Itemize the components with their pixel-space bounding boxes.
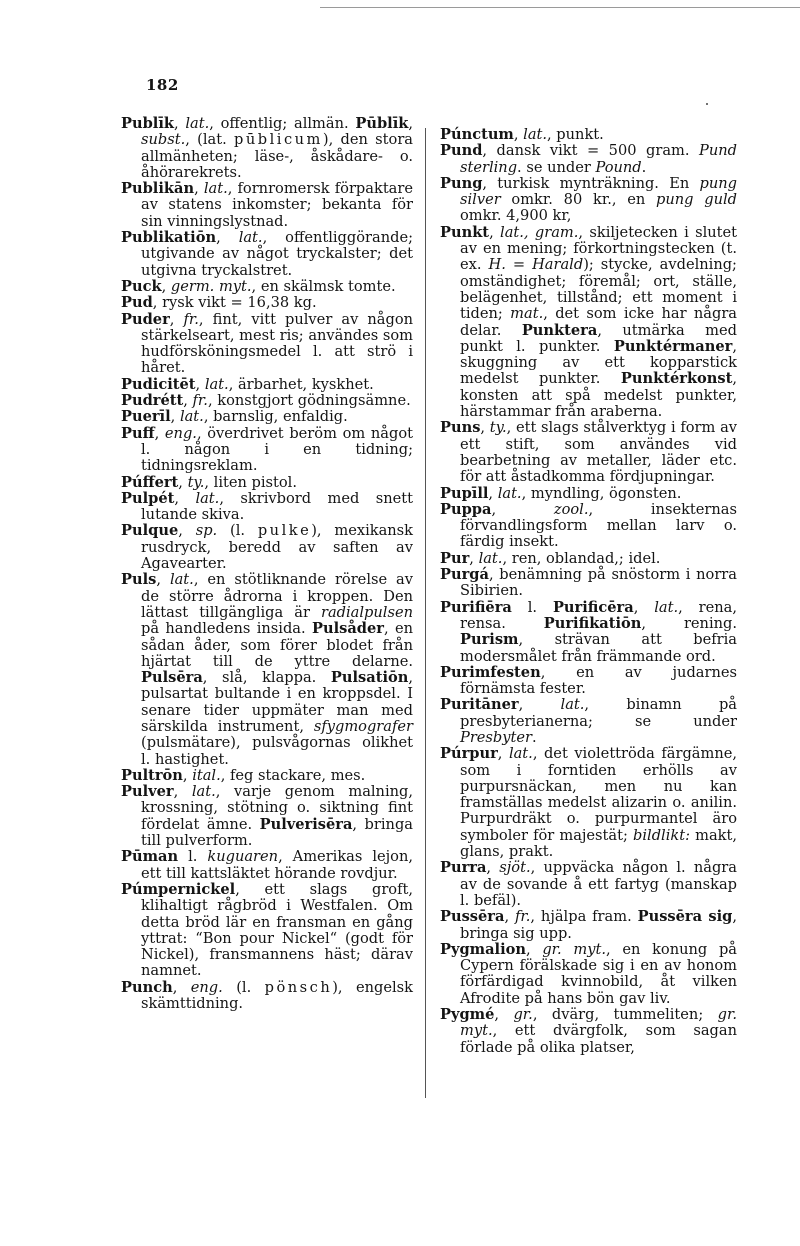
entry-text: , (526, 940, 543, 958)
dictionary-entry-pulpet (121, 491, 413, 524)
dictionary-entry-puder (121, 312, 413, 377)
entry-italic-text: H. = Harald (488, 256, 584, 274)
column-divider (425, 128, 426, 1098)
entry-italic-text: sfygmografer (313, 717, 413, 735)
entry-text: , dansk vikt = 500 gram. (482, 142, 700, 160)
entry-italic-text: Presbyter (460, 728, 532, 746)
entry-text: , en konung på Cypern förälskade sig i en av honom förfärdigad kvinnobild, åt vilken Afrodite på hans bön gav liv. (460, 940, 737, 1007)
entry-headword: Pygmé (440, 1006, 495, 1024)
entry-text: , (183, 392, 193, 410)
entry-italic-text: mat. (510, 305, 544, 323)
entry-italic-text: lat. (497, 484, 522, 502)
dictionary-entry-puman (121, 849, 413, 882)
entry-headword: Publīk (121, 115, 174, 132)
entry-headword: Puck (121, 277, 162, 295)
entry-headword: Puff (121, 424, 155, 442)
entry-text: , det som icke har några delar. (460, 305, 738, 339)
entry-text: , det violettröda färgämne, som i forntiden erhölls av purpursnäckan, men nu kan framställas medelst alizarin o. anilin. Purpurdräkt o. purpurmantel äro symboler för majestät; (460, 745, 737, 844)
entry-text: , bringa sig upp. (460, 908, 737, 942)
entry-headword: Puder (121, 310, 170, 328)
entry-text: , Amerikas lejon, ett till kattsläktet hörande rovdjur. (141, 848, 413, 882)
entry-italic-text: bildlikt: (633, 826, 690, 844)
entry-italic-text: kuguaren (207, 848, 279, 866)
entry-headword: Pulque (121, 522, 179, 540)
entry-headword: Puerīl (121, 408, 171, 426)
entry-italic-text: sp. (195, 522, 218, 540)
entry-text: , en skälmsk tomte. (251, 277, 396, 295)
entry-headword: Puns (440, 419, 481, 437)
dictionary-entry-publik (121, 116, 413, 181)
dictionary-entry-purimfesten (440, 665, 737, 698)
entry-text: . (641, 158, 647, 176)
entry-headword: Purifikatiōn (543, 614, 642, 632)
entry-text: , (178, 473, 188, 491)
entry-text: makt, glans, prakt. (460, 826, 737, 861)
entry-text: l. (178, 848, 208, 866)
dictionary-entry-puff (121, 426, 413, 475)
entry-text: , (504, 908, 515, 926)
entry-headword: Pulsåder (311, 620, 384, 638)
dictionary-entry-pygmalion (440, 942, 737, 1007)
entry-text: , utmärka med punkt l. punkter. (460, 321, 738, 355)
entry-headword: Punch (121, 978, 173, 996)
entry-text: , (161, 277, 171, 295)
entry-headword: Púrpur (440, 745, 498, 763)
entry-italic-text: lat. (238, 229, 263, 247)
entry-italic-text: gr. myt. (542, 940, 606, 958)
entry-text: , (156, 571, 170, 589)
entry-text: , skuggning av ett kopparstick medelst punkter. (460, 337, 737, 388)
page-number: 182 (146, 76, 179, 94)
entry-text: , (178, 522, 196, 540)
entry-text: , (486, 859, 500, 877)
entry-italic-text: eng. (190, 978, 223, 996)
entry-text: , (408, 115, 413, 132)
entry-text: , (513, 126, 524, 143)
entry-italic-text: radialpulsen (321, 603, 413, 621)
entry-headword: Pūblīk (355, 115, 409, 132)
entry-italic-text: germ. myt. (170, 277, 252, 295)
dictionary-entry-publikan (121, 181, 413, 230)
entry-text: (pulsmätare), pulsvågornas olikhet l. hastighet. (141, 734, 413, 768)
entry-text: , myndling, ögonsten. (521, 484, 682, 502)
entry-text: ), mexikansk rusdryck, beredd av saften av Agavearter. (141, 522, 414, 573)
entry-italic-text: lat. (195, 489, 220, 507)
entry-headword: Pulsēra (141, 669, 203, 687)
entry-text: , en av judarnes förnämsta fester. (460, 663, 737, 698)
entry-text: , slå, klappa. (202, 669, 331, 687)
entry-text: (l. (222, 978, 265, 996)
entry-headword: Pund (440, 142, 483, 160)
entry-headword: Punktérmaner (613, 337, 733, 355)
entry-text: , överdrivet beröm om något l. någon i en tidning; tidningsreklam. (141, 424, 413, 475)
entry-text: , binamn på presbyterianerna; se under (460, 696, 737, 730)
entry-text: , konstgjort gödningsämne. (207, 392, 411, 410)
entry-headword: Purgá (440, 566, 489, 584)
entry-text: , offentlig; allmän. (209, 115, 356, 132)
entry-text: på handledens insida. (141, 620, 312, 638)
entry-italic-text: lat. (654, 598, 679, 616)
entry-text: , (170, 408, 180, 426)
entry-headword: Pudrétt (121, 392, 184, 410)
entry-text: ); stycke, avdelning; omständighet; föremål; ort, ställe, belägenhet, tillstånd; ett moment i tiden; (460, 256, 737, 323)
entry-text: , varje genom malning, krossning, stötning o. siktning fint fördelat ämne. (141, 783, 414, 833)
entry-text: , rysk vikt = 16,38 kg. (152, 294, 317, 312)
dictionary-entry-pygme (440, 1007, 737, 1056)
dictionary-entry-pupill (440, 486, 737, 502)
entry-text: , (469, 549, 479, 567)
entry-italic-text: fr. (192, 392, 208, 410)
entry-text: , insekternas förvandlingsform mellan larv o. färdig insekt. (460, 500, 737, 551)
dictionary-entry-purpur (440, 746, 737, 860)
entry-text: , hjälpa fram. (530, 908, 638, 926)
entry-text: , konsten att spå medelst punkter, härstammar från araberna. (460, 370, 737, 421)
entry-headword: Publikatiōn (121, 229, 217, 247)
entry-headword: Pulpét (121, 489, 175, 507)
entry-italic-text: zool. (553, 500, 589, 518)
entry-italic-text: ty. (187, 473, 205, 491)
right-column (440, 127, 737, 1056)
entry-text: , ärbarhet, kyskhet. (228, 375, 374, 393)
entry-text: , (174, 115, 186, 132)
entry-italic-text: Pund sterling (460, 142, 737, 176)
entry-italic-text: lat. (523, 126, 548, 143)
entry-headword: Pussēra sig (637, 908, 733, 926)
dictionary-entry-pussera (440, 909, 737, 942)
entry-text: , (194, 180, 204, 198)
dictionary-entry-pur (440, 551, 737, 567)
entry-headword: Pussēra (440, 908, 505, 926)
entry-text: , turkisk mynträkning. En (482, 174, 700, 192)
dictionary-entry-pung (440, 176, 737, 225)
entry-text: pulke (257, 522, 312, 540)
dictionary-entry-punch (121, 980, 413, 1013)
entry-italic-text: eng. (164, 424, 197, 442)
dictionary-entry-puffert (121, 475, 413, 491)
entry-headword: Pupīll (440, 484, 489, 502)
entry-italic-text: Pound (595, 158, 642, 176)
entry-text: , (174, 489, 196, 507)
entry-text: , fint, vitt pulver av någon stärkelseart, mest ris; användes som hudförsköningsmedel l. att strö i håret. (141, 310, 414, 377)
left-column (121, 116, 413, 1012)
entry-text: , (lat. (185, 131, 235, 149)
entry-text: , (172, 978, 191, 996)
entry-text: ), den stora allmänheten; läse-, åskådare- o. åhörarekrets. (141, 131, 413, 181)
entry-text: , liten pistol. (204, 473, 297, 491)
dictionary-entry-puls (121, 572, 413, 768)
entry-headword: Publikān (121, 180, 195, 198)
dictionary-entry-puns (440, 420, 737, 485)
entry-italic-text: lat. (560, 696, 585, 714)
entry-text: , (173, 783, 192, 801)
entry-text: , dvärg, tummeliten; (532, 1006, 718, 1024)
entry-text: , barnslig, enfaldig. (203, 408, 348, 426)
entry-italic-text: lat. (204, 375, 229, 393)
entry-text: pūblicum (234, 131, 323, 149)
entry-italic-text: lat. (203, 180, 228, 198)
entry-text: , (633, 598, 655, 616)
entry-text: , (488, 484, 498, 502)
entry-headword: Puls (121, 571, 157, 589)
entry-text: , ren, oblandad,; idel. (502, 549, 661, 567)
entry-headword: Pulverisēra (259, 815, 353, 833)
dictionary-entry-purra (440, 860, 737, 909)
entry-italic-text: lat. (478, 549, 503, 567)
entry-headword: Pur (440, 549, 470, 567)
entry-text: , fornromersk förpaktare av statens inkomster; bekanta för sin vinningslystnad. (141, 180, 413, 230)
entry-headword: Pūman (121, 848, 179, 866)
entry-headword: Purifiēra (440, 598, 512, 616)
entry-text: , (491, 500, 554, 518)
entry-text: . se under (517, 158, 596, 176)
entry-italic-text: pung guld (656, 191, 737, 209)
entry-italic-text: ty. (489, 419, 507, 437)
dictionary-entry-punctum (440, 127, 737, 143)
entry-headword: Purimfesten (440, 663, 541, 681)
dictionary-entry-purifiera (440, 600, 737, 665)
entry-italic-text: pung silver (460, 174, 737, 209)
entry-text: , strävan att befria modersmålet från främmande ord. (460, 631, 737, 665)
entry-text: , skiljetecken i slutet av en mening; förkortningstecken (t. ex. (460, 223, 737, 274)
speck-mark (706, 103, 708, 105)
entry-italic-text: lat. (169, 571, 194, 589)
entry-headword: Punktera (521, 321, 598, 339)
entry-italic-text: sjöt. (499, 859, 531, 877)
entry-text: , (169, 310, 184, 328)
dictionary-entry-punkt (440, 225, 737, 421)
entry-headword: Puritāner (440, 696, 519, 714)
entry-headword: Pulsatiōn (330, 669, 409, 687)
entry-italic-text: lat. (508, 745, 533, 763)
dictionary-entry-pumpernickel (121, 882, 413, 980)
entry-headword: Púffert (121, 473, 179, 491)
entry-italic-text: subst. (141, 131, 186, 149)
entry-italic-text: lat. (179, 408, 204, 426)
entry-text: , skrivbord med snett lutande skiva. (141, 489, 413, 524)
entry-text: , rena, rensa. (460, 598, 737, 632)
entry-text: , (497, 745, 509, 763)
entry-headword: Punktérkonst (620, 370, 733, 388)
dictionary-entry-pueril (121, 409, 413, 425)
entry-text: , ett slags stålverktyg i form av ett stift, som användes vid bearbetning av metaller, läder etc. för att åstadkomma fördjupningar. (460, 419, 738, 486)
entry-headword: Pultrōn (121, 766, 183, 784)
dictionary-entry-pudrett (121, 393, 413, 409)
entry-headword: Pung (440, 174, 483, 192)
entry-text: , rening. (641, 614, 738, 632)
entry-text: omkr. 80 kr., en (500, 191, 657, 209)
entry-italic-text: fr. (183, 310, 199, 328)
entry-text: , (154, 424, 165, 442)
entry-text: l. (511, 598, 553, 616)
entry-italic-text: gr. myt. (460, 1006, 738, 1040)
entry-text: , offentliggörande; utgivande av något tryckalster; det utgivna tryckalstret. (141, 229, 413, 279)
entry-italic-text: lat. (185, 115, 210, 132)
entry-text: , (182, 766, 193, 784)
entry-headword: Puppa (440, 500, 492, 518)
entry-text: , en sådan åder, som förer blodet från hjärtat till de yttre delarne. (141, 620, 413, 670)
dictionary-entry-puck (121, 279, 413, 295)
entry-text: , uppväcka någon l. några av de sovande å ett fartyg (manskap l. befäl). (460, 859, 737, 909)
dictionary-entry-purga (440, 567, 737, 600)
entry-text: , ett dvärgfolk, som sagan förlade på olika platser, (460, 1022, 737, 1056)
entry-text: , (518, 696, 561, 714)
entry-text: , benämning på snöstorm i norra Sibirien. (460, 566, 737, 600)
entry-italic-text: fr. (514, 908, 531, 926)
entry-text: (l. (217, 522, 258, 540)
entry-headword: Púmpernickel (121, 880, 236, 898)
entry-text: , en stötliknande rörelse av de större ådrorna i kroppen. Den lättast tillgängliga är (141, 571, 413, 621)
entry-headword: Pygmalion (440, 940, 526, 958)
entry-headword: Purra (440, 859, 487, 877)
entry-headword: Pulver (121, 783, 174, 801)
dictionary-entry-puritaner (440, 697, 737, 746)
top-rule (320, 7, 800, 8)
dictionary-entry-pud (121, 295, 413, 311)
entry-headword: Pud (121, 294, 153, 312)
dictionary-entry-pudicitet (121, 377, 413, 393)
entry-headword: Punkt (440, 223, 490, 241)
entry-text: , punkt. (547, 126, 604, 143)
entry-italic-text: gr. (513, 1006, 533, 1024)
dictionary-entry-pund (440, 143, 737, 176)
entry-italic-text: lat., gram. (500, 223, 579, 241)
entry-text: , (216, 229, 239, 247)
entry-italic-text: ital. (192, 766, 221, 784)
entry-text: , pulsartat bultande i en kroppsdel. I senare tider uppmäter man med särskilda instrument, (141, 669, 413, 735)
entry-text: ), engelsk skämttidning. (141, 978, 413, 1013)
entry-headword: Púnctum (440, 126, 514, 143)
entry-text: , (494, 1006, 514, 1024)
entry-text: omkr. 4,900 kr, (460, 207, 572, 225)
entry-headword: Purificēra (552, 598, 634, 616)
entry-text: pönsch (264, 978, 333, 996)
dictionary-entry-pulque (121, 523, 413, 572)
entry-text: , ett slags groft, klihaltigt rågbröd i Westfalen. Om detta bröd lär en fransman en gång yttrat: “Bon pour Nickel“ (godt för Nickel), fransmannens häst; därav namnet. (141, 880, 413, 980)
entry-text: , (195, 375, 205, 393)
dictionary-entry-puppa (440, 502, 737, 551)
entry-headword: Pudicitēt (121, 375, 196, 393)
entry-headword: Purism (460, 631, 519, 649)
entry-italic-text: lat. (191, 783, 216, 801)
entry-text: , (489, 223, 501, 241)
entry-text: , bringa till pulverform. (141, 815, 413, 850)
entry-text: , (480, 419, 490, 437)
entry-text: . (532, 728, 537, 746)
dictionary-entry-pultron (121, 768, 413, 784)
entry-text: , feg stackare, mes. (220, 766, 366, 784)
dictionary-entry-publikation (121, 230, 413, 279)
dictionary-entry-pulver (121, 784, 413, 849)
